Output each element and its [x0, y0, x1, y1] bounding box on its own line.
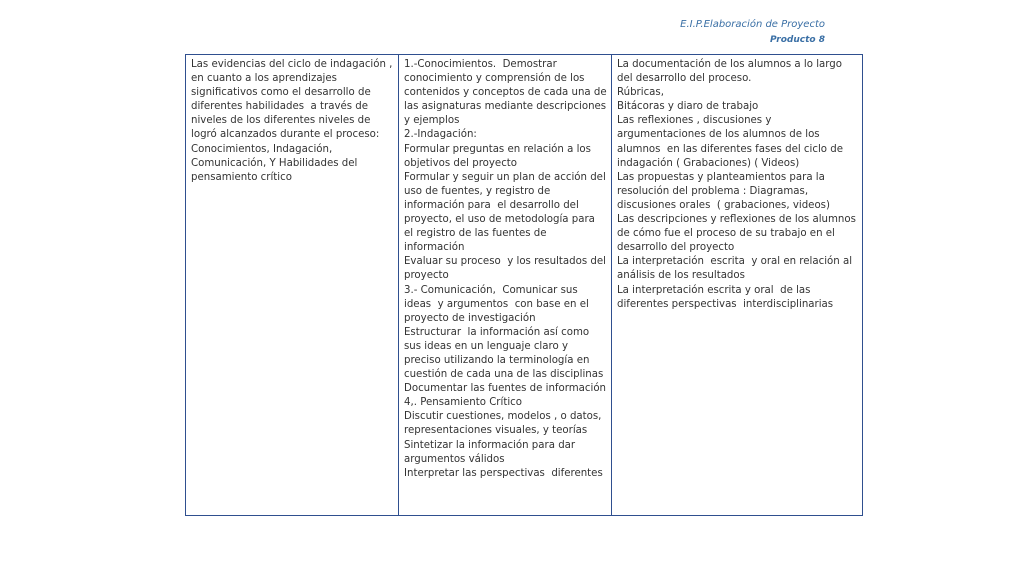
cell-text: Evaluar su proceso y los resultados del proyecto	[404, 256, 610, 282]
cell-text: Las propuestas y planteamientos para la resolución del problema : Diagramas, discusiones orales ( grabaciones, videos)	[617, 171, 830, 211]
cell-text: 1.-Conocimientos. Demostrar conocimiento y comprensión de los contenidos y conceptos de cada una de las asignaturas mediante descripciones y ejemplos	[404, 59, 610, 127]
cell-text: Sintetizar la información para dar argumentos válidos	[404, 439, 579, 465]
cell-text: La interpretación escrita y oral en relación al análisis de los resultados	[617, 256, 856, 282]
cell-text: 3.- Comunicación, Comunicar sus ideas y argumentos con base en el proyecto de investigación	[404, 284, 593, 324]
cell-text: La interpretación escrita y oral de las diferentes perspectivas interdisciplinarias	[617, 284, 834, 310]
table-row	[186, 55, 863, 516]
document-header-title: E.I.P.Elaboración de Proyecto	[680, 19, 825, 30]
cell-text: Formular y seguir un plan de acción del uso de fuentes, y registro de información para el desarrollo del proyecto, el uso de metodología para el registro de las fuentes de información	[404, 171, 610, 254]
evidence-cell	[186, 55, 399, 516]
cell-text: Las evidencias del ciclo de indagación , en cuanto a los aprendizajes significativos como el desarrollo de diferentes habilidades a través de niveles de los diferentes niveles de logró alcanzados durante el proceso: Conocimientos, Indagación, Comunicación, Y Habilidades del pensamiento crítico	[191, 59, 396, 183]
cell-text: Rúbricas,	[617, 87, 664, 99]
cell-text: Bitácoras y diaro de trabajo	[617, 101, 759, 113]
cell-text: Discutir cuestiones, modelos , o datos, representaciones visuales, y teorías	[404, 411, 605, 437]
cell-text: Las descripciones y reflexiones de los alumnos de cómo fue el proceso de su trabajo en el desarrollo del proyecto	[617, 214, 860, 254]
cell-text: Las reflexiones , discusiones y argumentaciones de los alumnos de los alumnos en las diferentes fases del ciclo de indagación ( Grabaciones) ( Videos)	[617, 115, 847, 169]
documentation-cell	[612, 55, 863, 516]
document-header-product: Producto 8	[769, 35, 825, 45]
cell-text: Interpretar las perspectivas diferentes	[404, 467, 603, 479]
cell-text: La documentación de los alumnos a lo largo del desarrollo del proceso.	[617, 59, 846, 85]
cell-text: Formular preguntas en relación a los objetivos del proyecto	[404, 143, 595, 169]
cell-text: 2.-Indagación:	[404, 129, 477, 141]
cell-text: 4,. Pensamiento Crítico	[404, 397, 522, 409]
cell-text: Estructurar la información así como sus ideas en un lenguaje claro y preciso utilizando la terminología en cuestión de cada una de las disciplinas	[404, 326, 604, 381]
criteria-cell	[399, 55, 612, 516]
cell-text: Documentar las fuentes de información	[404, 383, 607, 395]
evidence-table	[185, 54, 863, 516]
